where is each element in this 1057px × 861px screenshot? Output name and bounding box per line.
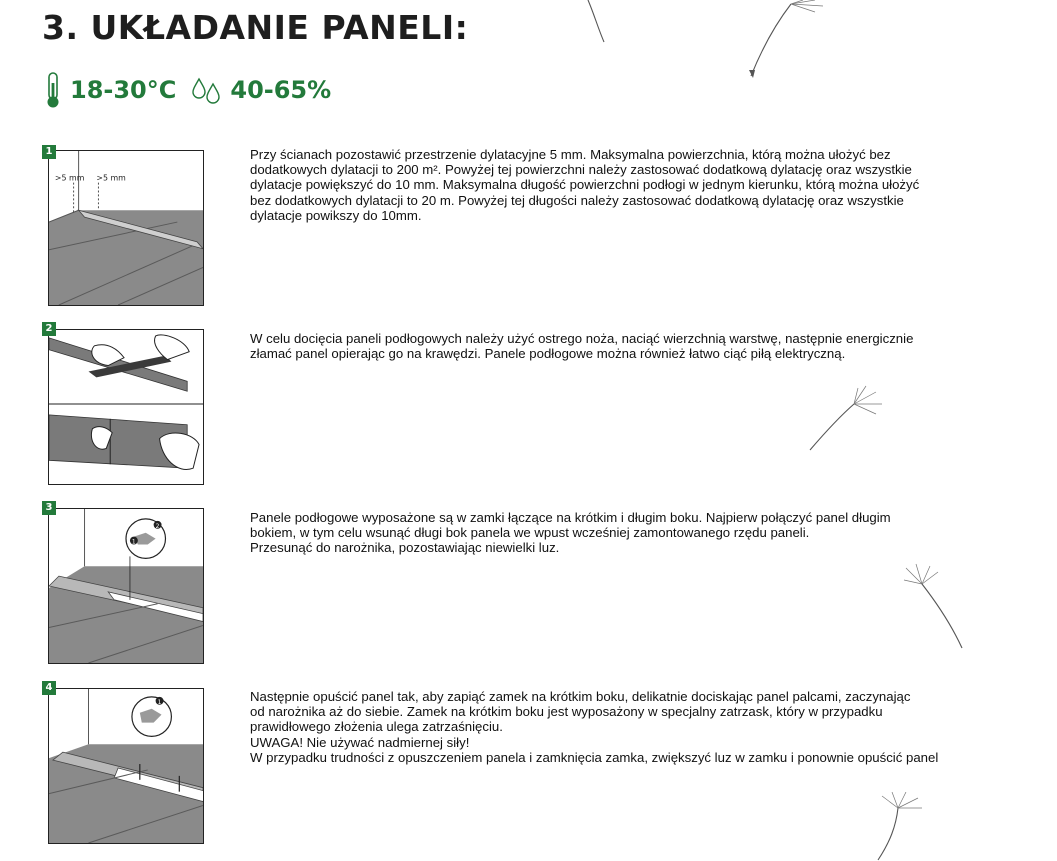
page-title: 3. UKŁADANIE PANELI: xyxy=(42,8,469,47)
dandelion-seed-icon xyxy=(586,0,610,44)
step-number-badge: 1 xyxy=(42,145,56,159)
step-2-text: W celu docięcia paneli podłogowych należy użyć ostrego noża, naciąć wierzchnią warstwę, następnie energicznie złamać panel opierając go na krawędzi. Panele podłogowe można również łatwo ciąć piłą elektryczną. xyxy=(250,331,914,362)
marker-2: 2 xyxy=(155,523,160,530)
dandelion-seed-icon xyxy=(902,562,972,652)
step-4-illustration xyxy=(48,688,204,844)
marker-1: 1 xyxy=(157,699,162,706)
step-1-illustration xyxy=(48,150,204,306)
step-number-badge: 3 xyxy=(42,501,56,515)
step-2-illustration xyxy=(48,329,204,485)
dandelion-seed-icon xyxy=(806,384,886,454)
step-1-text: Przy ścianach pozostawić przestrzenie dylatacyjne 5 mm. Maksymalna powierzchnia, którą można ułożyć bez dodatkowych dylatacji to 200 m². Powyżej tej powierzchni należy zastosować dodatkową dylatację oraz wszystkie dylatacje powiększyć do 10 mm. Maksymalna długość powierzchni podłogi w jednym kierunku, którą można ułożyć bez dodatkowych dylatacji to 20 m. Powyżej tej długości należy zastosować dodatkową dylatację oraz wszystkie dylatacje powikszy do 10mm. xyxy=(250,147,920,223)
step-4-text: Następnie opuścić panel tak, aby zapiąć zamek na krótkim boku, delikatnie dociskając panel palcami, zaczynając od narożnika aż do siebie. Zamek na krótkim boku jest wyposażony w specjalny zatrzask, który w przypadku prawidłowego złożenia ulega zatrzaśnięciu. UWAGA! Nie używać nadmiernej siły! W przypadku trudności z opuszczeniem panela i zamknięcia zamka, zwiększyć luz w zamku i ponownie opuścić panel xyxy=(250,689,939,765)
temperature-range: 18-30°C xyxy=(70,76,177,104)
humidity-range: 40-65% xyxy=(230,76,332,104)
step-3-text: Panele podłogowe wyposażone są w zamki łączące na krótkim i długim boku. Najpierw połączyć panel długim bokiem, w tym celu wsunąć długi bok panela we wpust wcześniej zamontowanego rzędu paneli. Przesunąć do narożnika, pozostawiając niewielki luz. xyxy=(250,510,891,556)
marker-1: 1 xyxy=(131,539,136,546)
thermometer-icon xyxy=(42,71,64,109)
conditions-row xyxy=(42,70,345,110)
step-number-badge: 4 xyxy=(42,681,56,695)
water-drops-icon xyxy=(190,75,224,105)
step-number-badge: 2 xyxy=(42,322,56,336)
dandelion-seed-icon xyxy=(745,0,835,80)
step-3-illustration xyxy=(48,508,204,664)
gap-label-right: >5 mm xyxy=(96,173,126,183)
dandelion-seed-icon xyxy=(872,792,932,861)
gap-label-left: >5 mm xyxy=(54,173,85,183)
